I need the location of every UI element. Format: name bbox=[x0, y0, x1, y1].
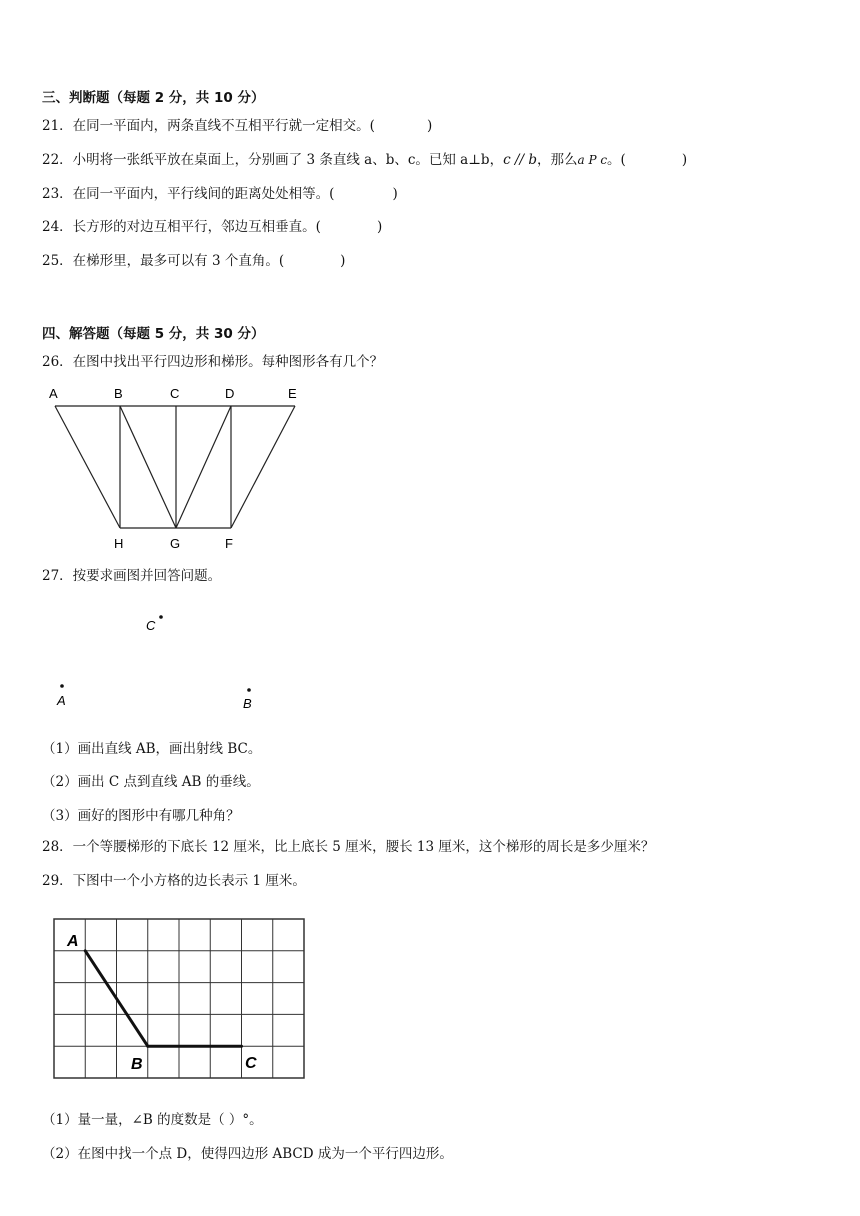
section4-heading: 四、解答题（每题 5 分，共 30 分） bbox=[42, 326, 265, 342]
close-paren: ) bbox=[376, 219, 383, 235]
label-a: A bbox=[49, 386, 58, 401]
point-a bbox=[60, 684, 64, 688]
label-e: E bbox=[288, 386, 297, 401]
question-21-text: 21．在同一平面内，两条直线不互相平行就一定相交。( bbox=[42, 118, 375, 134]
label-d: D bbox=[225, 386, 235, 401]
question-25-text: 25．在梯形里，最多可以有 3 个直角。( bbox=[42, 253, 285, 269]
question-22-text: 22．小明将一张纸平放在桌面上，分别画了 3 条直线 a、b、c。已知 a⊥b， bbox=[42, 152, 504, 168]
question-29-sub2: （2）在图中找一个点 D，使得四边形 ABCD 成为一个平行四边形。 bbox=[42, 1146, 453, 1162]
question-25 bbox=[42, 252, 345, 270]
question-22-end: 。( bbox=[607, 152, 626, 168]
math-c-parallel-b: c // b bbox=[503, 152, 537, 168]
question-21 bbox=[42, 117, 432, 135]
label-h: H bbox=[114, 536, 124, 551]
label-c: C bbox=[146, 618, 156, 633]
label-f: F bbox=[225, 536, 233, 551]
question-28: 28．一个等腰梯形的下底长 12 厘米，比上底长 5 厘米，腰长 13 厘米，这个梯形的周长是多少厘米？ bbox=[42, 839, 655, 855]
figure-29-grid bbox=[50, 915, 310, 1085]
question-22-mid: ，那么 bbox=[536, 152, 578, 168]
label-b: B bbox=[243, 696, 252, 711]
label-c: C bbox=[170, 386, 180, 401]
question-27: 27．按要求画图并回答问题。 bbox=[42, 568, 222, 584]
math-a-p-c: a P c bbox=[577, 153, 608, 167]
question-24-text: 24．长方形的对边互相平行，邻边互相垂直。( bbox=[42, 219, 321, 235]
question-27-sub1: （1）画出直线 AB，画出射线 BC。 bbox=[42, 741, 262, 757]
question-29: 29．下图中一个小方格的边长表示 1 厘米。 bbox=[42, 873, 306, 889]
label-b: B bbox=[131, 1056, 143, 1073]
question-22 bbox=[42, 151, 687, 169]
close-paren: ) bbox=[681, 152, 688, 168]
point-c bbox=[159, 615, 163, 619]
question-27-sub2: （2）画出 C 点到直线 AB 的垂线。 bbox=[42, 774, 260, 790]
figure-27-points bbox=[40, 605, 280, 715]
question-23 bbox=[42, 185, 398, 203]
question-29-sub1: （1）量一量，∠B 的度数是（ ）°。 bbox=[42, 1112, 263, 1128]
close-paren: ) bbox=[340, 253, 346, 269]
question-26: 26．在图中找出平行四边形和梯形。每种图形各有几个？ bbox=[42, 354, 384, 370]
section3-heading: 三、判断题（每题 2 分，共 10 分） bbox=[42, 90, 265, 106]
question-23-text: 23．在同一平面内，平行线间的距离处处相等。( bbox=[42, 186, 335, 202]
label-b: B bbox=[114, 386, 123, 401]
question-24 bbox=[42, 218, 382, 236]
label-a: A bbox=[67, 933, 79, 950]
close-paren: ) bbox=[392, 186, 398, 202]
point-b bbox=[247, 688, 251, 692]
label-a: A bbox=[57, 693, 66, 708]
label-g: G bbox=[170, 536, 181, 551]
question-27-sub3: （3）画好的图形中有哪几种角？ bbox=[42, 808, 240, 824]
close-paren: ) bbox=[426, 118, 433, 134]
label-c: C bbox=[245, 1055, 257, 1072]
figure-26-trapezoid bbox=[40, 380, 310, 555]
